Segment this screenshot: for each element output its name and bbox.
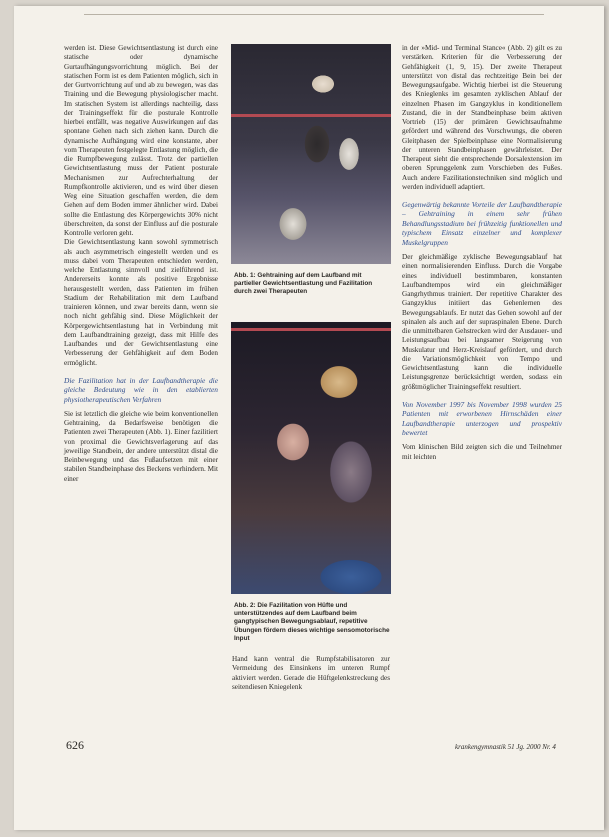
paragraph: werden ist. Diese Gewichtsentlastung ist durch eine statische oder dynamische Gurtaufhängungsvorrichtung möglich. Bei der statischen Form ist es dem Patienten möglich, sich in der Gurtvorrichtung auf und ab zu bewegen, was das Training und die Bewegung physiologischer macht. Im statischen System ist allerdings nachteilig, dass der Trainingseffekt für die posturale Kontrolle hierbei entfällt, was negative Auswirkungen auf das spontane Gehen nach sich ziehen kann. Durch die dynamische Aufhängung wird eine konstante, aber vom Therapeuten festgelegte Entlastung möglich, die die Rumpfbewegung zulässt. Trotz der partiellen Gewichtsentlastung muss der Patient posturale Mechanismen zur Aufrechterhaltung der Rumpfkontrolle aktivieren, und es wird über diesen Weg eine Situation geschaffen werden, die dem Gehen auf dem Boden immer ähnlicher wird. Dabei sollte die Entlastung des Körpergewichts 30% nicht überschreiten, da sonst der Einfluss auf die posturale Kontrolle verloren geht. [64, 44, 218, 237]
photo-detail [231, 114, 391, 117]
paragraph: Hand kann ventral die Rumpfstabilisatoren zur Vermeidung des Einsinkens im unteren Rumpf aktiviert werden. Gerade die Hüftgelenkstreckung des seitendiesen Kniegelenk [232, 655, 390, 691]
paragraph: Die Gewichtsentlastung kann sowohl symmetrisch als auch asymmetrisch eingestellt werden und es muss dabei vom Therapeuten entschieden werden, welche Entlastung sinnvoll und zielführend ist. Andererseits konnte als positive Ergebnisse herausgestellt werden, dass Patienten im frühen Stadium der Rehabilitation mit dem Laufband trainieren können, und zwar bereits dann, wenn sie noch nicht gehfähig sind. Diese Möglichkeit der Körpergewichtsentlastung hat in Verbindung mit dem Laufbandtraining gezeigt, dass mit Hilfe des Laufbandes und der Gewichtsentlastung eine Verbesserung der Gehfähigkeit auf dem Boden ermöglicht. [64, 238, 218, 367]
figure-caption-1: Abb. 1: Gehtraining auf dem Laufband mit partieller Gewichtsentlastung und Fazilitation durch zwei Therapeuten [234, 272, 373, 296]
column-right [402, 44, 562, 462]
column-left [64, 44, 218, 484]
paragraph: Sie ist letztlich die gleiche wie beim konventionellen Gehtraining, da Bedarfsweise benötigen die Patienten zwei Therapeuten (Abb. 1). Einer fazilitiert von proximal die Gewichtsverlagerung auf das jeweilige Standbein, der andere unterstützt distal die Beinbewegung und das Fußaufsetzen mit einer stabilen Standbeinphase des Beckens verhindern. Mit einer [64, 409, 218, 483]
top-rule [84, 14, 544, 15]
section-heading: Von November 1997 bis November 1998 wurden 25 Patienten mit erworbenen Hirnschäden einer Laufbandtherapie unterzogen und prospektiv bewertet [402, 399, 562, 437]
column-middle [232, 655, 390, 692]
page-number: 626 [66, 738, 84, 752]
photo-detail [231, 328, 391, 331]
section-heading: Gegenwärtig bekannte Vorteile der Laufbandtherapie – Gehtraining in einem sehr frühen Behandlungsstadium bei frühzeitig funktionellen und typischem Einsatz einzelner und komplexer Muskelgruppen [402, 200, 562, 247]
paragraph: Der gleichmäßige zyklische Bewegungsablauf hat einen normalisierenden Einfluss. Durch die Vorgabe eines individuell bestimmbaren, konstanten Laufbandtempos wird ein gleichmäßiger Gangrhythmus trainiert. Der repetitive Charakter des Gangzyklus initiiert das Gehenlernen des Bewegungsablaufs. Er nutzt das Gehen sowohl auf der spinalen als auch auf der supraspinalen Ebene. Durch die unmittelbaren Gehstrecken wird der Ausdauer- und Leistungsaufbau bei langsamer Steigerung von Muskulatur und Herz-Kreislauf gefördert, und durch die Variationsmöglichkeit von Tempo und Gewichtsentlastung kann die individuelle Leistungsgrenze berücksichtigt werden, sodass ein größtmöglicher Trainingseffekt resultiert. [402, 253, 562, 391]
figure-caption-2: Abb. 2: Die Fazilitation von Hüfte und unterstützendes auf dem Laufband beim gangtypischen Bewegungsablauf, repetitive Übungen fördern dieses wichtige sensomotorische Input [234, 602, 390, 642]
photo-hip-facilitation [231, 322, 391, 594]
journal-footer: krankengymnastik 51 Jg. 2000 Nr. 4 [455, 743, 556, 751]
section-heading: Die Fazilitation hat in der Laufbandtherapie die gleiche Bedeutung wie in den etablierten physiotherapeutischen Verfahren [64, 375, 218, 404]
paragraph: Vom klinischen Bild zeigten sich die und Teilnehmer mit leichten [402, 443, 562, 461]
photo-treadmill-training [231, 44, 391, 264]
paragraph: in der »Mid- und Terminal Stance« (Abb. 2) gilt es zu verstärken. Kriterien für die Verbesserung der Gehfähigkeit (1, 9, 15). Der zweite Therapeut unterstützt von distal das rechtzeitige Bein bei der Bewegungsaufgabe. Wichtig hierbei ist die Steuerung des Knieglenks im gesamten zyklischen Ablauf der einzelnen Phasen im Gangzyklus in konditionellem Zustand, die in der Standbeinphase beim aktiven Vortrieb (15) der primären Gewichtsaufnahme gefördert und während des Vorschwungs, die oberen Gleitphasen der Spielbeinphase eine Normalisierung der unteren Standbeinphasen gewährleistet. Der Therapeut sieht die entsprechende Dorsalextension im oberen Sprunggelenk zum Vorschieben des Fußes. Auch andere Fazilitationstechniken sind möglich und werden individuell adaptiert. [402, 44, 562, 191]
